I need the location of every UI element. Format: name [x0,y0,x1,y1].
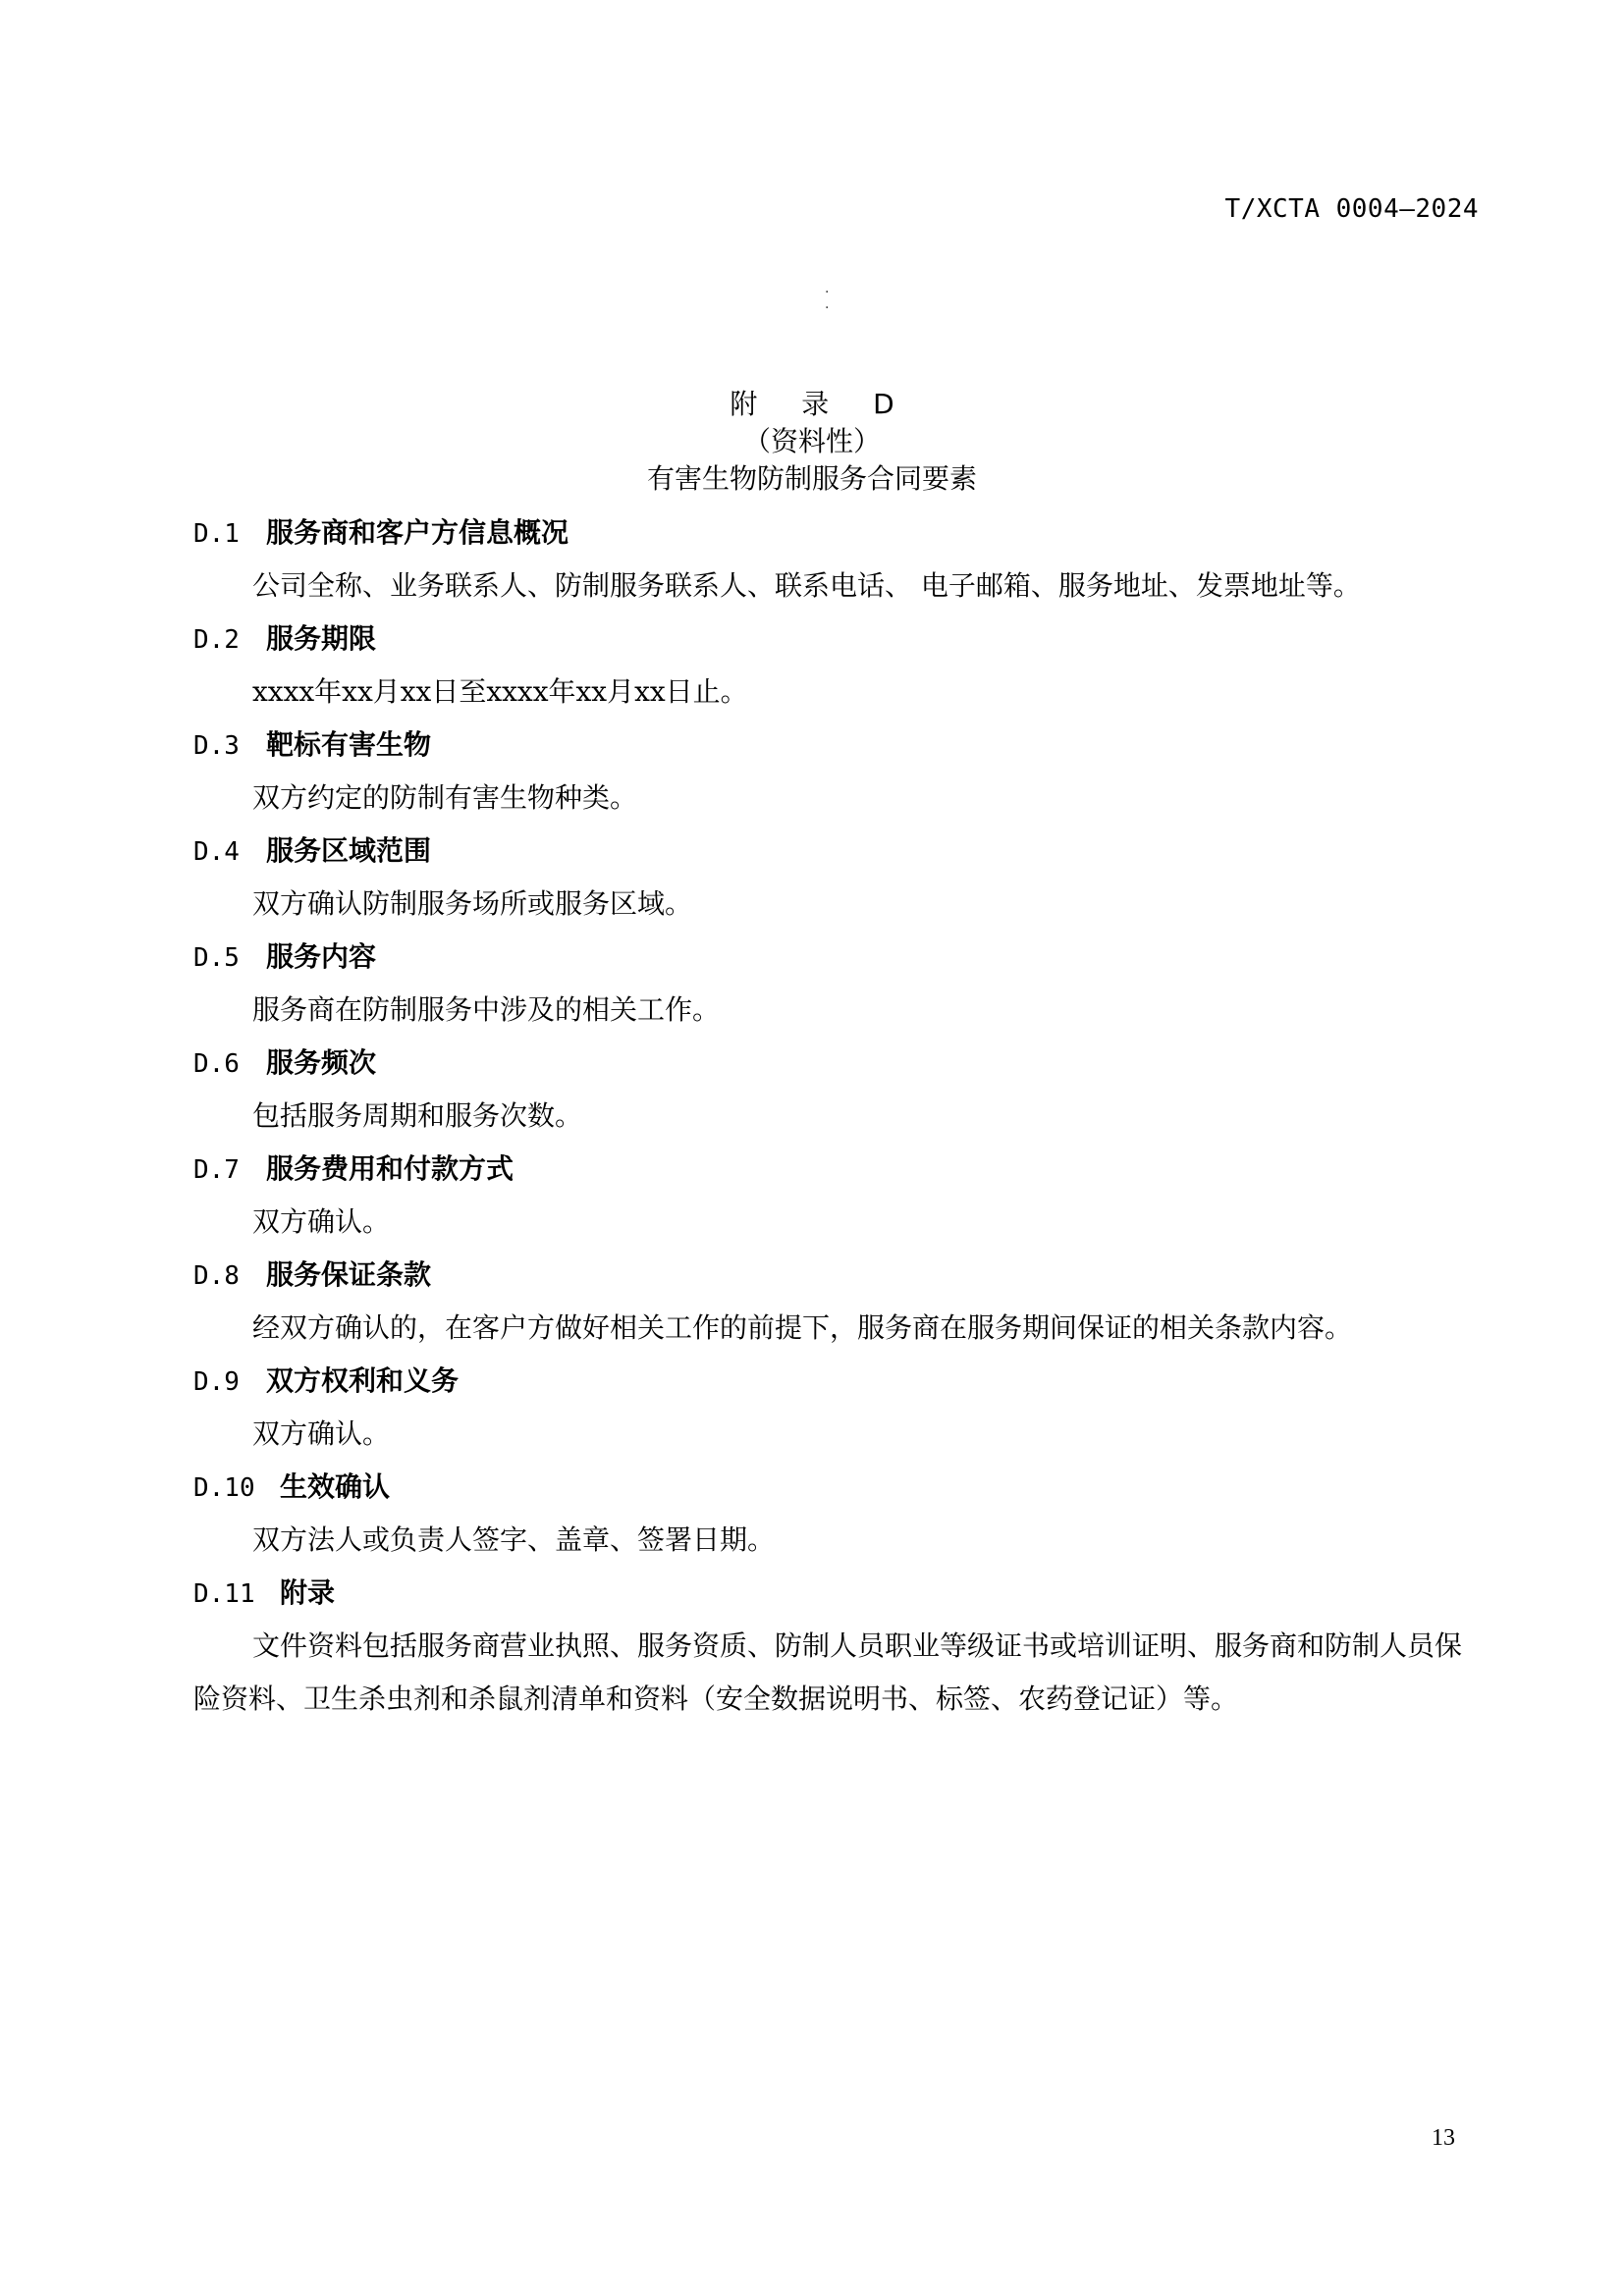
section-heading [193,1461,1480,1514]
appendix-content [193,507,1480,1726]
section-number: D.1 [193,519,240,549]
section-d10 [193,1461,1480,1567]
section-body: 文件资料包括服务商营业执照、服务资质、防制人员职业等级证书或培训证明、服务商和防制人员保险资料、卫生杀虫剂和杀鼠剂清单和资料（安全数据说明书、标签、农药登记证）等。 [193,1629,1463,1715]
section-body: 双方确认。 [252,1205,391,1238]
section-heading [193,719,1480,772]
section-title: 生效确认 [280,1470,391,1503]
section-number: D.8 [193,1261,240,1291]
section-body: 经双方确认的，在客户方做好相关工作的前提下，服务商在服务期间保证的相关条款内容。 [252,1311,1353,1344]
section-title: 服务区域范围 [266,834,432,867]
appendix-heading: 有害生物防制服务合同要素 [646,462,977,495]
section-number: D.6 [193,1049,240,1079]
appendix-title: 附 录 D [730,388,912,420]
section-d8 [193,1249,1480,1355]
section-title: 服务内容 [266,940,377,973]
section-d1 [193,507,1480,613]
section-number: D.5 [193,943,240,973]
section-heading [193,1037,1480,1090]
section-body: 双方约定的防制有害生物种类。 [252,781,638,814]
section-title: 附录 [280,1576,336,1609]
section-number: D.4 [193,837,240,867]
section-number: D.11 [193,1579,255,1609]
section-d3 [193,719,1480,825]
section-heading [193,613,1480,666]
section-d6 [193,1037,1480,1143]
section-body: 双方确认防制服务场所或服务区域。 [252,887,693,920]
section-title: 服务频次 [266,1046,377,1079]
section-body: xxxx年xx月xx日至xxxx年xx月xx日止。 [252,675,748,708]
section-body: 包括服务周期和服务次数。 [252,1099,583,1132]
section-number: D.10 [193,1473,255,1503]
section-heading [193,1143,1480,1196]
section-heading [193,1567,1480,1620]
section-d4 [193,825,1480,931]
section-number: D.7 [193,1155,240,1185]
section-heading [193,931,1480,984]
section-heading [193,1355,1480,1408]
section-heading [193,825,1480,878]
appendix-nature: （资料性） [742,425,881,457]
section-body: 双方法人或负责人签字、盖章、签署日期。 [252,1523,776,1556]
section-d2 [193,613,1480,719]
section-title: 靶标有害生物 [266,728,432,761]
section-title: 双方权利和义务 [266,1364,460,1397]
section-body: 服务商在防制服务中涉及的相关工作。 [252,993,721,1026]
section-body: 公司全称、业务联系人、防制服务联系人、联系电话、 电子邮箱、服务地址、发票地址等。 [252,569,1361,602]
page-number: 13 [1432,2125,1455,2151]
section-title: 服务费用和付款方式 [266,1152,514,1185]
section-heading [193,1249,1480,1302]
section-d11 [193,1567,1480,1726]
section-number: D.9 [193,1367,240,1397]
section-body: 双方确认。 [252,1417,391,1450]
section-d7 [193,1143,1480,1249]
section-d9 [193,1355,1480,1461]
document-code: T/XCTA 0004—2024 [1224,194,1479,224]
section-d5 [193,931,1480,1037]
section-heading [193,507,1480,560]
section-title: 服务保证条款 [266,1258,432,1291]
section-title: 服务商和客户方信息概况 [266,516,569,549]
section-number: D.2 [193,625,240,655]
section-number: D.3 [193,731,240,761]
decorative-dots: · · [825,285,843,316]
section-title: 服务期限 [266,622,377,655]
